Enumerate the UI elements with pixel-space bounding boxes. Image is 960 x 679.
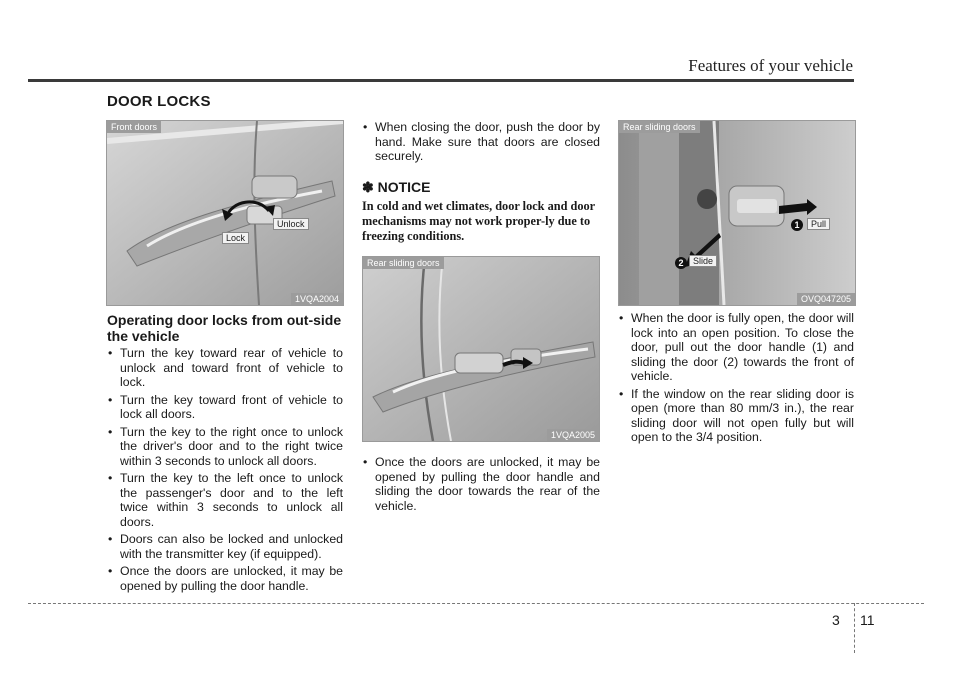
marker-1: 1: [791, 219, 803, 231]
list-item: • Once the doors are unlocked, it may be opened by pulling the door handle and sliding the door towards the rear of the vehicle.: [362, 455, 600, 513]
slide-label: Slide: [689, 255, 717, 267]
figure-code: OVQ047205: [797, 293, 855, 305]
figure-code: 1VQA2005: [547, 429, 599, 441]
marker-2: 2: [675, 257, 687, 269]
list-item: • Turn the key to the left once to unlock the passenger's door and to the left twice within 3 seconds to unlock all doors.: [107, 471, 343, 529]
figure-caption: Front doors: [107, 121, 161, 133]
list-item: • When the door is fully open, the door will lock into an open position. To close the door, pull out the door handle (1) and sliding the door (2) towards the front of vehicle.: [618, 311, 854, 384]
list-item: • Doors can also be locked and unlocked with the transmitter key (if equipped).: [107, 532, 343, 561]
header-rule: [28, 79, 854, 82]
pull-label: Pull: [807, 218, 830, 230]
sliding-door-handle-illustration: [363, 257, 599, 441]
open-sliding-door-illustration: [619, 121, 855, 305]
list-item: • Turn the key toward front of vehicle to lock all doors.: [107, 393, 343, 422]
list-item: • Once the doors are unlocked, it may be opened by pulling the door handle.: [107, 564, 343, 593]
col2-bullet-list-bottom: [362, 455, 600, 516]
figure-code: 1VQA2004: [291, 293, 343, 305]
figure-caption: Rear sliding doors: [619, 121, 700, 133]
figure-rear-sliding-doors: [362, 256, 600, 442]
notice-title: ✽ NOTICE: [362, 179, 431, 195]
footer-rule: [28, 603, 924, 604]
figure-front-doors: [106, 120, 344, 306]
list-item: • Turn the key to the right once to unlock the driver's door and to the right twice within 3 seconds to unlock all doors.: [107, 425, 343, 469]
figure-caption: Rear sliding doors: [363, 257, 444, 269]
list-item: • When closing the door, push the door by hand. Make sure that doors are closed securely.: [362, 120, 600, 164]
unlock-label: Unlock: [273, 218, 309, 230]
notice-text: In cold and wet climates, door lock and door mechanisms may not work proper-ly due to freezing conditions.: [362, 199, 595, 243]
page-number: 11: [860, 612, 875, 628]
footer-divider: [854, 603, 855, 653]
list-item: • Turn the key toward rear of vehicle to unlock and toward front of vehicle to lock.: [107, 346, 343, 390]
list-item: • If the window on the rear sliding door is open (more than 80 mm/3 in.), the rear sliding door will not open fully but will open to the 3/4 position.: [618, 387, 854, 445]
col1-bullet-list: [107, 346, 343, 596]
sub-heading: Operating door locks from out-side the vehicle: [107, 312, 342, 344]
section-number: 3: [832, 612, 840, 628]
figure-rear-sliding-doors-open: [618, 120, 856, 306]
chapter-title: Features of your vehicle: [688, 56, 853, 75]
door-handle-illustration: [107, 121, 343, 305]
section-title: DOOR LOCKS: [107, 93, 211, 110]
col2-bullet-list-top: [362, 120, 600, 167]
lock-label: Lock: [222, 232, 249, 244]
col3-bullet-list: [618, 311, 854, 448]
